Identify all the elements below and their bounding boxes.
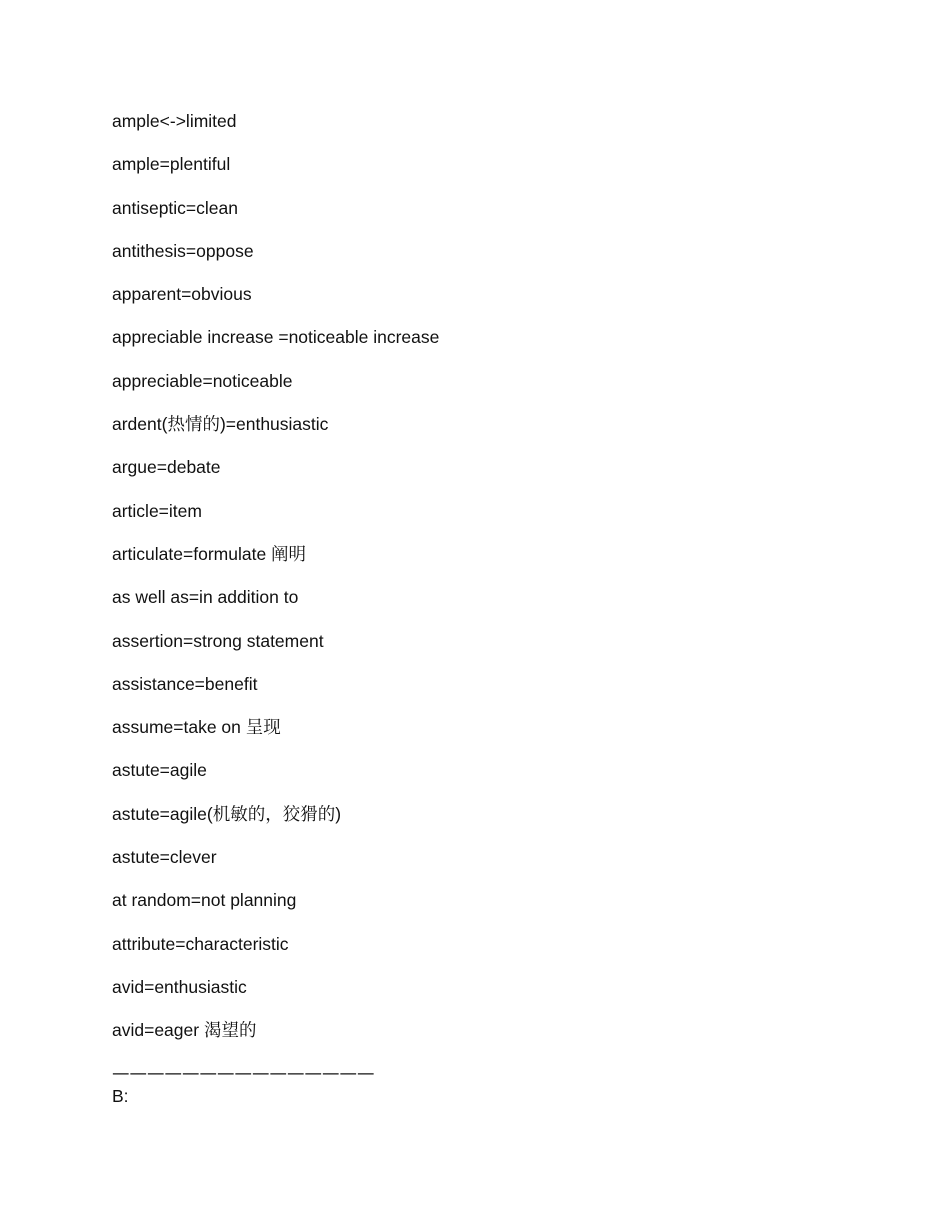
vocab-entry: assume=take on 呈现 [112, 717, 281, 738]
vocab-entry: astute=agile [112, 760, 207, 781]
vocab-entry: antiseptic=clean [112, 197, 238, 218]
vocab-entry: apparent=obvious [112, 284, 252, 305]
vocab-entry: astute=agile(机敏的，狡猾的) [112, 803, 342, 824]
vocab-entry: avid=enthusiastic [112, 976, 247, 997]
vocab-entry: ample<->limited [112, 111, 237, 131]
section-heading: B: [112, 1085, 129, 1106]
vocab-entry: ample=plentiful [112, 154, 231, 175]
vocab-entry: article=item [112, 500, 202, 521]
vocab-entry: assertion=strong statement [112, 630, 324, 651]
vocab-entry: appreciable increase =noticeable increase [112, 327, 440, 348]
vocab-entry: antithesis=oppose [112, 240, 254, 261]
vocab-entry: avid=eager 渴望的 [112, 1020, 257, 1041]
section-divider: ——————————————— [112, 1063, 375, 1084]
vocab-entry: as well as=in addition to [112, 587, 299, 608]
vocab-entry: assistance=benefit [112, 673, 258, 694]
vocab-entry: at random=not planning [112, 890, 297, 911]
vocab-entry: attribute=characteristic [112, 933, 289, 954]
vocab-entry: appreciable=noticeable [112, 370, 293, 391]
vocab-entry: argue=debate [112, 457, 221, 478]
vocab-entry: ardent(热情的)=enthusiastic [112, 414, 329, 435]
vocab-entry: articulate=formulate 阐明 [112, 543, 307, 564]
vocab-entry: astute=clever [112, 847, 217, 868]
vocabulary-list [112, 111, 912, 1106]
